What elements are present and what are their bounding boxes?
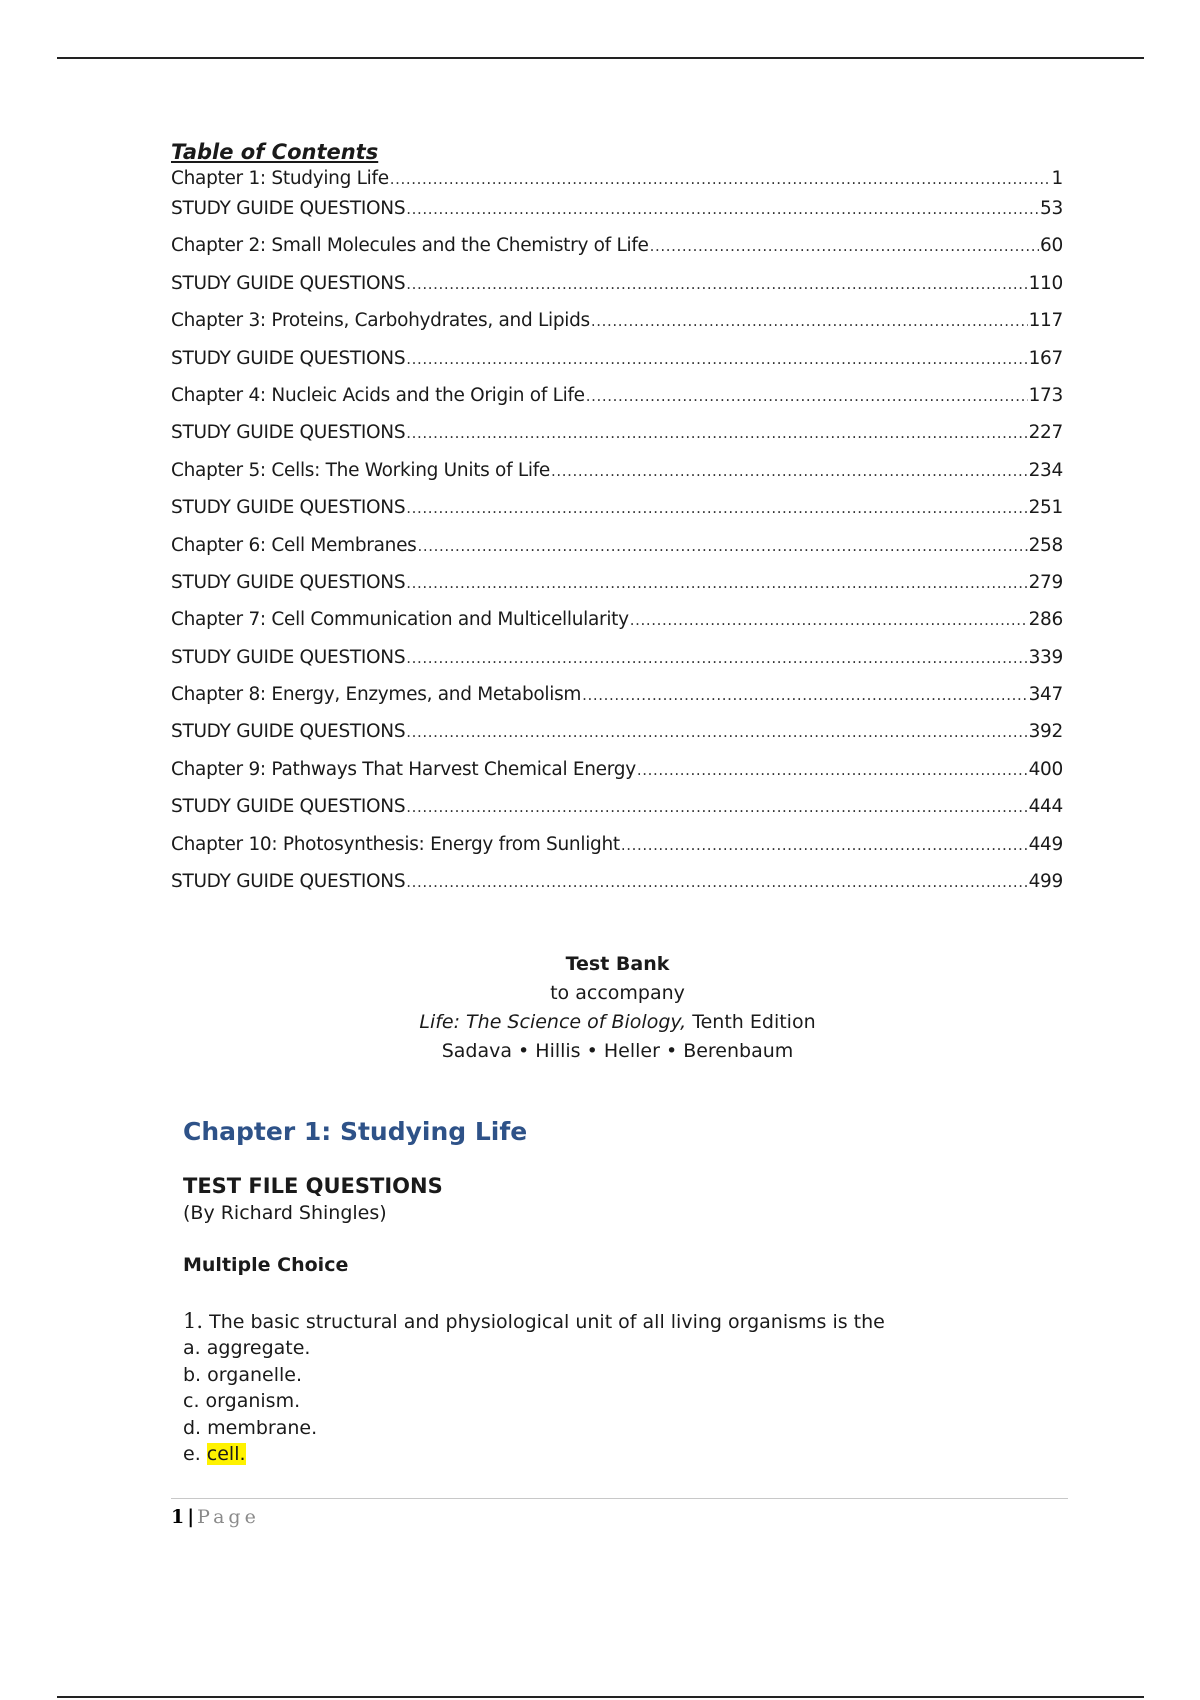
toc-dot-leader <box>406 348 1027 370</box>
toc-entry[interactable] <box>171 609 1063 646</box>
toc-entry[interactable] <box>171 796 1063 833</box>
toc-entry-label: Chapter 7: Cell Communication and Multicellularity <box>171 609 629 631</box>
toc-entry-label: Chapter 6: Cell Membranes <box>171 534 417 556</box>
toc-entry[interactable] <box>171 759 1063 796</box>
toc-entry[interactable] <box>171 647 1063 684</box>
toc-entry[interactable] <box>171 385 1063 422</box>
toc-entry-label: Chapter 3: Proteins, Carbohydrates, and Lipids <box>171 310 590 332</box>
toc-entry[interactable] <box>171 834 1063 871</box>
top-rule <box>57 57 1144 59</box>
book-line <box>0 1008 1200 1037</box>
choice-text: cell. <box>206 1443 246 1465</box>
toc-entry-page: 499 <box>1028 871 1063 893</box>
answer-choice <box>183 1388 1083 1415</box>
answer-choices <box>183 1335 1083 1468</box>
toc-dot-leader <box>621 834 1028 856</box>
answer-choice <box>183 1441 1083 1468</box>
question-number: 1. <box>183 1309 204 1333</box>
toc-entry-page: 444 <box>1028 796 1063 818</box>
toc-dot-leader <box>406 572 1027 594</box>
page-number: 1 <box>171 1506 185 1528</box>
toc-dot-leader <box>390 168 1051 190</box>
bottom-rule <box>57 1696 1144 1698</box>
toc-dot-leader <box>582 684 1027 706</box>
chapter-section <box>183 1112 1083 1468</box>
toc-dot-leader <box>406 721 1027 743</box>
choice-letter: e. <box>183 1443 201 1465</box>
toc-entry-label: Chapter 2: Small Molecules and the Chemistry of Life <box>171 235 649 257</box>
toc-dot-leader <box>551 460 1028 482</box>
toc-entry[interactable] <box>171 460 1063 497</box>
toc-entry-label: Chapter 4: Nucleic Acids and the Origin of Life <box>171 384 585 406</box>
toc-entry-label: STUDY GUIDE QUESTIONS <box>171 198 406 219</box>
toc-entry-page: 286 <box>1028 609 1063 631</box>
toc-entry-page: 400 <box>1028 758 1063 780</box>
toc-entry[interactable] <box>171 497 1063 534</box>
toc-dot-leader <box>417 535 1027 557</box>
toc-entry-page: 227 <box>1028 422 1063 444</box>
toc-entry[interactable] <box>171 198 1063 235</box>
toc-entry[interactable] <box>171 871 1063 908</box>
toc-entry-page: 251 <box>1028 497 1063 519</box>
section-heading: TEST FILE QUESTIONS <box>183 1174 443 1198</box>
toc-entry-page: 339 <box>1028 646 1063 668</box>
footer-rule <box>171 1498 1068 1499</box>
choice-text: aggregate. <box>206 1337 311 1359</box>
test-bank-title-block <box>0 950 1200 1066</box>
toc-entry[interactable] <box>171 168 1063 198</box>
toc-entry-label: STUDY GUIDE QUESTIONS <box>171 796 406 818</box>
toc-entry-page: 347 <box>1028 684 1063 706</box>
toc-entry-page: 167 <box>1028 347 1063 369</box>
toc-entry-label: STUDY GUIDE QUESTIONS <box>171 571 406 593</box>
toc-entry-page: 110 <box>1028 272 1063 294</box>
toc-entry[interactable] <box>171 535 1063 572</box>
page-separator: | <box>187 1506 195 1528</box>
toc-entry-page: 53 <box>1040 198 1063 219</box>
toc-entry-label: STUDY GUIDE QUESTIONS <box>171 272 406 294</box>
toc-dot-leader <box>406 422 1027 444</box>
toc-entry-label: Chapter 9: Pathways That Harvest Chemical Energy <box>171 758 636 780</box>
author-byline: (By Richard Shingles) <box>183 1202 387 1224</box>
toc-entry-page: 173 <box>1028 384 1063 406</box>
toc-dot-leader <box>406 796 1027 818</box>
toc-entry-label: STUDY GUIDE QUESTIONS <box>171 871 406 893</box>
toc-entry[interactable] <box>171 273 1063 310</box>
answer-choice <box>183 1415 1083 1442</box>
subsection-heading: Multiple Choice <box>183 1254 349 1276</box>
test-bank-title: Test Bank <box>565 953 670 975</box>
answer-choice <box>183 1335 1083 1362</box>
toc-entry-page: 1 <box>1051 168 1063 189</box>
toc-entry-label: STUDY GUIDE QUESTIONS <box>171 646 406 668</box>
question-stem <box>183 1308 1083 1335</box>
toc-dot-leader <box>406 198 1039 220</box>
toc-entry-page: 392 <box>1028 721 1063 743</box>
toc-entry[interactable] <box>171 721 1063 758</box>
choice-text: organelle. <box>207 1363 302 1386</box>
toc-title: Table of Contents <box>171 140 379 164</box>
toc-dot-leader <box>650 235 1039 257</box>
toc-dot-leader <box>591 310 1028 332</box>
toc-entry[interactable] <box>171 572 1063 609</box>
toc-entry-label: STUDY GUIDE QUESTIONS <box>171 721 406 743</box>
toc-entry-label: STUDY GUIDE QUESTIONS <box>171 347 406 369</box>
choice-letter: a. <box>183 1337 201 1359</box>
toc-entry-label: STUDY GUIDE QUESTIONS <box>171 422 406 444</box>
choice-letter: b. <box>183 1363 202 1386</box>
test-bank-subtitle: to accompany <box>550 982 685 1004</box>
toc-entry-label: Chapter 8: Energy, Enzymes, and Metabolism <box>171 684 582 706</box>
toc-entry-page: 60 <box>1040 235 1063 257</box>
toc-entry-label: STUDY GUIDE QUESTIONS <box>171 497 406 519</box>
toc-entry-page: 234 <box>1028 459 1063 481</box>
question-text: The basic structural and physiological unit of all living organisms is the <box>203 1311 885 1333</box>
book-edition: Tenth Edition <box>686 1011 816 1033</box>
toc-dot-leader <box>406 497 1027 519</box>
toc-entry[interactable] <box>171 310 1063 347</box>
toc-dot-leader <box>586 385 1028 407</box>
toc-entry-page: 258 <box>1028 534 1063 556</box>
choice-letter: c. <box>183 1390 200 1412</box>
toc-entry[interactable] <box>171 348 1063 385</box>
toc-dot-leader <box>637 759 1028 781</box>
toc-dot-leader <box>630 609 1028 631</box>
toc-entry-label: Chapter 5: Cells: The Working Units of Life <box>171 459 551 481</box>
choice-text: organism. <box>205 1390 301 1412</box>
toc-entry-label: Chapter 10: Photosynthesis: Energy from Sunlight <box>171 833 620 855</box>
choice-letter: d. <box>183 1416 202 1439</box>
page-footer <box>171 1504 260 1530</box>
book-title: Life: The Science of Biology, <box>419 1011 687 1033</box>
table-of-contents <box>171 139 1063 908</box>
page-word: Page <box>197 1506 260 1528</box>
choice-text: membrane. <box>207 1416 318 1439</box>
toc-entry[interactable] <box>171 235 1063 272</box>
chapter-heading: Chapter 1: Studying Life <box>183 1117 528 1146</box>
toc-dot-leader <box>406 871 1027 893</box>
toc-entry-page: 449 <box>1028 833 1063 855</box>
toc-entry[interactable] <box>171 422 1063 459</box>
toc-entry-page: 117 <box>1028 310 1063 332</box>
toc-entry[interactable] <box>171 684 1063 721</box>
toc-entries <box>171 168 1063 908</box>
toc-entry-label: Chapter 1: Studying Life <box>171 168 389 189</box>
toc-dot-leader <box>406 273 1027 295</box>
toc-entry-page: 279 <box>1028 571 1063 593</box>
book-authors: Sadava • Hillis • Heller • Berenbaum <box>441 1040 794 1062</box>
toc-dot-leader <box>406 647 1027 669</box>
answer-choice <box>183 1362 1083 1389</box>
